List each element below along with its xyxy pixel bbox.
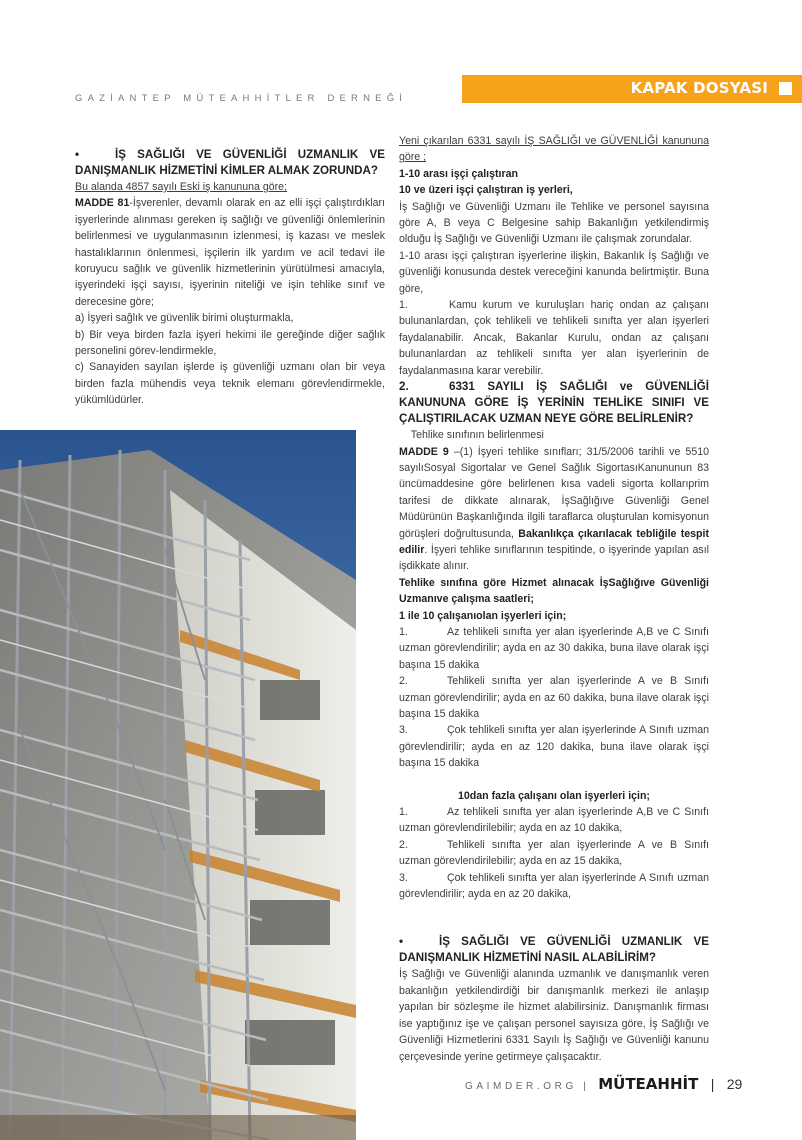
madde-81-label: MADDE 81 <box>75 197 130 210</box>
association-name: GAZİANTEP MÜTEAHHİTLER DERNEĞİ <box>75 93 408 104</box>
scaffolding-building-photo <box>0 430 356 1140</box>
new-law-intro: Yeni çıkarılan 6331 sayılı İŞ SAĞLIĞI ve GÜVENLİĞİ kanununa göre ; <box>399 135 709 164</box>
heading-hazard-class: 2. 6331 SAYILI İŞ SAĞLIĞI ve GÜVENLİĞİ KANUNUNA GÖRE İŞ YERİNİN TEHLİKE SINIFI VE ÇALIŞTIRILACAK UZMAN NEYE GÖRE BELİRLENİR? <box>399 380 709 426</box>
item-a: a) İşyeri sağlık ve güvenlik birimi oluşturmakla, <box>75 312 294 325</box>
madde-9-bold: Bakanlıkça çıkarılacak tebliğile tespit edilir <box>399 527 709 556</box>
item-b: b) Bir veya birden fazla işyeri hekimi ile gereğinde diğer sağlık personelini görev-lendirmekle, <box>75 328 385 358</box>
list-item <box>399 837 709 870</box>
paragraph-public-exception: 1. Kamu kurum ve kuruluşları hariç ondan az çalışanı bulunanlardan, çok tehlikeli ve tehlikeli sınıfta yer alan işyerleri faydalanabilir. Ancak, Bakanlar Kurulu, ondan az çalışanı bulunanlardan az tehlikeli sınıfta yer alan işyerlerinin de faydalanmasına karar verebilir. <box>399 299 709 377</box>
right-column <box>399 133 709 1065</box>
hazard-class-label: Tehlike sınıfının belirlenmesi <box>410 429 544 442</box>
list-number: 3. <box>399 871 408 884</box>
list-number: 2. <box>399 675 408 688</box>
list-item-text: Çok tehlikeli sınıfta yer alan işyerlerinde A Sınıfı uzman görevlendirilir; ayda en az 120 dakika, buna ilave olarak işçi başına 15 dakika <box>399 724 709 770</box>
footer-site: GAIMDER.ORG <box>465 1081 577 1092</box>
list-number: 2. <box>399 838 408 851</box>
list-item <box>399 673 709 722</box>
list-number: 1. <box>399 299 408 312</box>
square-icon <box>779 82 792 95</box>
madde-81-paragraph <box>75 195 385 310</box>
madde-9-paragraph: MADDE 9 –(1) İşyeri tehlike sınıfları; 31/5/2006 tarihli ve 5510 sayılıSosyal Sigortalar ve Genel Sağlık SigortasıKanununun 83 üncümaddesine göre belirlenen kısa vadeli sigorta kollarıprim tarifesi de dikkate alınarak, İşSağlığıve Güvenliği Genel Müdürünün Başkanlığında ilgili taraflarca oluşturulan komisyonun görüşleri doğrultusunda, Bakanlıkça çıkarılacak tebliğile tespit edilir. İşyeri tehlike sınıflarının tespitinde, o işyerinde yapılan asıl işdikkate alınır. <box>399 445 709 573</box>
list-item <box>399 804 709 837</box>
list-number: 3. <box>399 724 408 737</box>
heading-over-10-employees: 10dan fazla çalışanı olan işyerleri için; <box>458 789 650 802</box>
list-item-text: Tehlikeli sınıfta yer alan işyerlerinde A ve B Sınıfı uzman görevlendirilir; ayda en az 60 dakika, buna ilave olarak işçi başına 15 dakika <box>399 675 709 720</box>
list-item-text: Az tehlikeli sınıfta yer alan işyerlerinde A,B ve C Sınıfı uzman görevlendirilir; ayda en az 30 dakika, buna ilave olarak işçi başına 15 dakika <box>399 625 709 671</box>
page-number: 29 <box>726 1076 743 1092</box>
list-item <box>399 624 709 673</box>
heading-1-10-employees: 1 ile 10 çalışanıolan işyerleri için; <box>399 609 567 622</box>
bullet-icon: • <box>399 935 404 949</box>
paragraph-consultancy: İş Sağlığı ve Güvenliği alanında uzmanlık ve danışmanlık veren bakanlığın yetkilendirdiği bir danışmanlık merkezi ile anlaşıp yapılan bir sözleşme ile hizmet alabilirsiniz. Danışmanlık firması ise yaptığınız işe ve çalışan personel sayısıza göre, İş Sağlığı ve Güvenliği Hizmetlerini 6331 Sayılı İş Sağlığı ve Güvenliği kanunu çerçevesinde yerine getirmeye çalışacaktır. <box>399 968 709 1063</box>
list-number: 1. <box>399 806 408 819</box>
section-title: KAPAK DOSYASI <box>630 79 768 97</box>
footer-page-separator: | <box>710 1076 715 1092</box>
list-large-workplaces <box>399 804 709 902</box>
madde-81-text: -İşverenler, devamlı olarak en az elli işçi çalıştırdıkları işyerlerinde alınması gereken iş sağlığı ve güvenliği önlemlerinin belirlenmesi ve uygulanmasının izlenmesi, iş kazası ve meslek hastalıklarının önlenmesi, işçilerin ilk yardım ve acil tedavi ile koruyucu sağlık ve güvenlik hizmetlerinin yürütülmesi amacıyla, işyerindeki işçi sayısı, işyerinin niteliği ve işin tehlike sınıf ve derecesine göre; <box>75 197 385 308</box>
footer-separator: | <box>583 1081 586 1092</box>
heading-work-hours: Tehlike sınıfına göre Hizmet alınacak İşSağlığıve Güvenliği Uzmanıve çalışma saatleri; <box>399 576 709 606</box>
heading-1-10: 1-10 arası işçi çalıştıran <box>399 167 518 180</box>
paragraph-ministry-support: 1-10 arası işçi çalıştıran işyerlerine ilişkin, Bakanlık İş Sağlığı ve güvenliği konusunda destek vereceğini kanunda belirtmiştir. Buna göre, <box>399 249 709 295</box>
heading-10-over: 10 ve üzeri işçi çalıştıran iş yerleri, <box>399 184 573 197</box>
madde-9-label: MADDE 9 <box>399 445 449 458</box>
footer <box>465 1075 742 1093</box>
list-item-text: Çok tehlikeli sınıfta yer alan işyerlerinde A Sınıfı uzman görevlendirilir; ayda en az 20 dakika, <box>399 871 709 901</box>
list-small-workplaces <box>399 624 709 772</box>
heading-who-must: • İŞ SAĞLIĞI VE GÜVENLİĞİ UZMANLIK VE DANIŞMANLIK HİZMETİNİ KİMLER ALMAK ZORUNDA? <box>75 148 385 177</box>
list-item <box>399 722 709 771</box>
list-number: 2. <box>399 380 409 394</box>
heading-how-to-get: • İŞ SAĞLIĞI VE GÜVENLİĞİ UZMANLIK VE DANIŞMANLIK HİZMETİNİ NASIL ALABİLİRİM? <box>399 935 709 965</box>
list-item-text: Az tehlikeli sınıfta yer alan işyerlerinde A,B ve C Sınıfı uzman görevlendirilebilir; ayda en az 10 dakika, <box>399 806 709 835</box>
bullet-icon: • <box>75 148 80 161</box>
list-item <box>399 870 709 903</box>
item-c: c) Sanayiden sayılan işlerde iş güvenliği uzmanı olan bir veya birden fazla mühendis veya teknik elemanı görevlendirmekle, yükümlüdürler. <box>75 361 385 407</box>
footer-brand-logo: MÜTEAHHİT <box>598 1075 699 1093</box>
paragraph-expert: İş Sağlığı ve Güvenliği Uzmanı ile Tehlike ve personel sayısına göre A, B veya C Belgesine sahip Bakanlığın yetkilendirmiş olduğu İş Sağlığı ve Güvenliği Uzmanı ile çalışmak zorundalar. <box>399 200 709 246</box>
list-item-text: Tehlikeli sınıfta yer alan işyerlerinde A ve B Sınıfı uzman görevlendirilebilir; ayda en az 15 dakika, <box>399 838 709 868</box>
list-number: 1. <box>399 625 408 638</box>
scaffolding-icon <box>0 430 356 1140</box>
old-law-subtitle: Bu alanda 4857 sayılı Eski iş kanununa göre; <box>75 181 288 193</box>
left-column <box>75 147 385 409</box>
section-band <box>462 75 802 103</box>
